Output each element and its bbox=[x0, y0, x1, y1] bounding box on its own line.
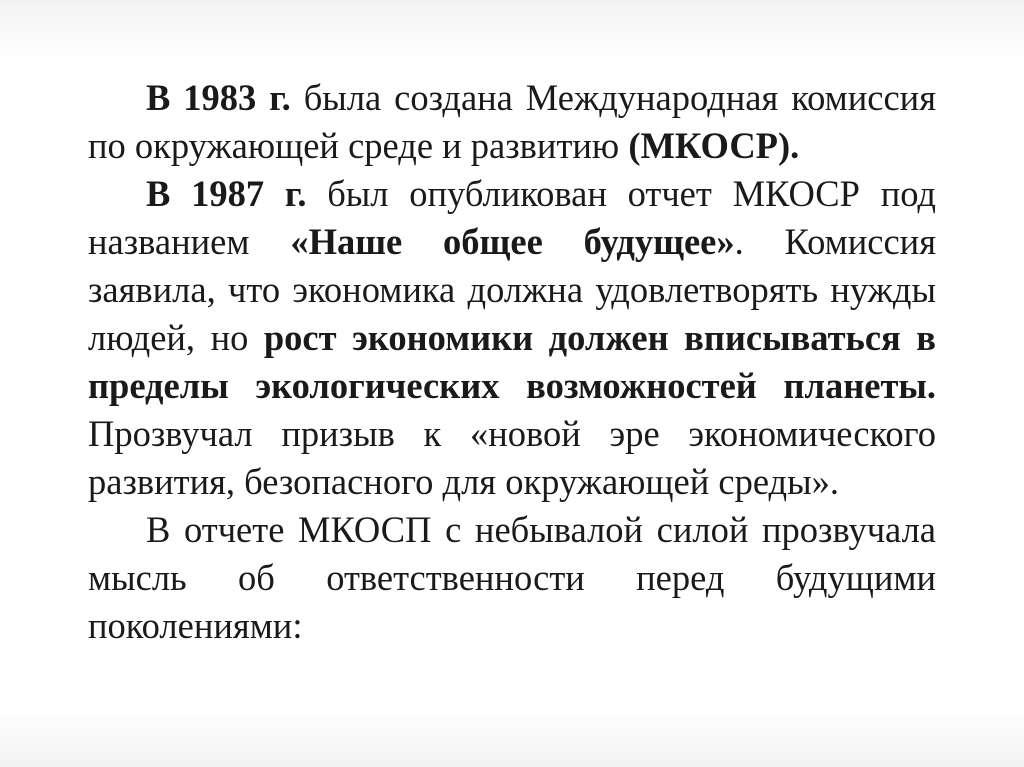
text-run: . Комиссия заявила, что экономика должна удовлетворять нужды людей, но bbox=[88, 221, 936, 358]
text-run: был опубликован отчет МКОСР под названием bbox=[88, 173, 936, 262]
paragraph-2 bbox=[88, 170, 936, 506]
text-run: Прозвучал призыв к «новой эре экономического развития, безопасного для окружающей среды». bbox=[88, 413, 936, 502]
text-run: была создана Международная комиссия по окружающей среде и развитию bbox=[88, 77, 937, 166]
paragraph-1 bbox=[88, 74, 936, 170]
slide-body-text bbox=[88, 74, 936, 650]
text-run: «Наше общее будущее» bbox=[290, 221, 735, 262]
text-run: (МКОСР). bbox=[628, 125, 800, 166]
paragraph-3 bbox=[88, 506, 936, 650]
text-run: В 1983 г. bbox=[146, 77, 291, 118]
text-run: рост экономики должен вписываться в пределы экологических возможностей планеты. bbox=[88, 317, 937, 406]
text-run: В 1987 г. bbox=[146, 173, 307, 214]
text-run: В отчете МКОСП с небывалой силой прозвучала мысль об ответственности перед будущими поколениями: bbox=[88, 509, 936, 646]
